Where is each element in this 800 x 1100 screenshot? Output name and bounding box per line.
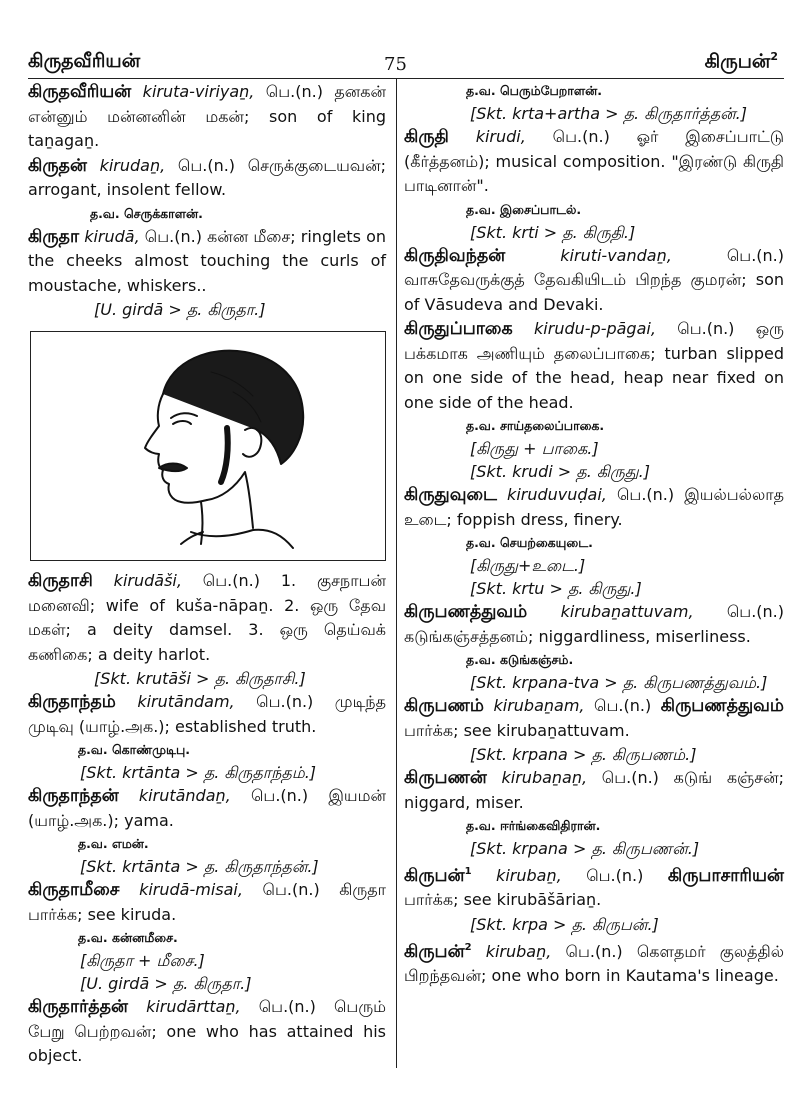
column-divider xyxy=(396,78,397,1068)
etymology-note: [Skt. krpana > த. கிருபணன்.] xyxy=(470,839,700,858)
etymology-note: [கிருதா + மீசை.] xyxy=(80,951,205,970)
entry: கிருபன்$^1$ kirubaṉ, பெ.(n.) கிருபாசாரியன் பார்க்க; see kirubāšāriaṉ. xyxy=(404,865,784,910)
header-rule xyxy=(28,78,784,79)
synonym-note: த.வ. எமன். xyxy=(78,836,149,851)
right-column xyxy=(404,80,784,989)
man-profile-portrait-icon xyxy=(31,332,385,560)
left-column xyxy=(28,80,386,1069)
entry: கிருதாந்தன் kirutāndaṉ, பெ.(n.) இயமன் (யாழ்.அக.); yama. xyxy=(28,786,386,830)
synonym-note: த.வ. செருக்காளன். xyxy=(90,205,203,221)
etymology-note: [Skt. krtu > த. கிருது.] xyxy=(470,579,642,598)
synonym-note: த.வ. கன்னமீசை. xyxy=(78,930,178,945)
entry: கிருதாமீசை kirudā-misai, பெ.(n.) கிருதா பார்க்க; see kiruda. xyxy=(28,880,387,924)
etymology-note: [U. girdā > த. கிருதா.] xyxy=(80,974,252,993)
header-left-word: கிருதவீரியன் xyxy=(28,50,141,72)
synonym-note: த.வ. கடுங்கஞ்சம். xyxy=(466,652,574,667)
entry: கிருபணத்துவம் kirubaṉattuvam, பெ.(n.) கடுங்கஞ்சத்தனம்; niggardliness, miserliness. xyxy=(404,602,784,646)
etymology-note: [Skt. krpana > த. கிருபணம்.] xyxy=(470,745,697,764)
synonym-note: த.வ. சாய்தலைப்பாகை. xyxy=(466,418,605,433)
etymology-note: [U. girdā > த. கிருதா.] xyxy=(94,300,266,319)
page-header xyxy=(0,0,800,78)
synonym-note: த.வ. கொண்முடிபு. xyxy=(78,742,190,757)
entry: கிருதா kirudā, பெ.(n.) கன்ன மீசை; ringlets on the cheeks almost touching the curls of moustache, whiskers.. xyxy=(28,226,387,295)
entry: கிருதாந்தம் kirutāndam, பெ.(n.) முடிந்த முடிவு (யாழ்.அக.); established truth. xyxy=(28,692,386,736)
etymology-note: [Skt. krpana-tva > த. கிருபணத்துவம்.] xyxy=(470,673,768,692)
etymology-note: [Skt. krta+artha > த. கிருதார்த்தன்.] xyxy=(470,104,747,123)
entry: கிருதிவந்தன் kiruti-vandaṉ, பெ.(n.) வாசுதேவருக்குத் தேவகியிடம் பிறந்த குமரன்; son of Vāsudeva and Devaki. xyxy=(404,245,784,314)
synonym-note: த.வ. பெரும்பேறாளன். xyxy=(466,83,602,98)
synonym-note: த.வ. ஈர்ங்கைவிதிரான். xyxy=(466,818,601,833)
page-number: 75 xyxy=(384,54,407,75)
etymology-note: [Skt. krpa > த. கிருபன்.] xyxy=(470,914,659,934)
synonym-note: த.வ. இசைப்பாடல். xyxy=(466,201,582,217)
etymology-note: [Skt. krti > த. கிருதி.] xyxy=(470,222,636,242)
etymology-note: [Skt. krtānta > த. கிருதாந்தம்.] xyxy=(80,763,317,782)
entry: கிருதுப்பாகை kirudu-p-pāgai, பெ.(n.) ஒரு பக்கமாக அணியும் தலைப்பாகை; turban slipped on one side of the head, heap near fixed on one side of the head. xyxy=(404,319,784,412)
etymology-note: [கிருது+உடை.] xyxy=(470,556,586,575)
entry: கிருதவீரியன் kiruta-viriyaṉ, பெ.(n.) தனகன் என்னும் மன்னனின் மகன்; son of king taṉagaṉ. xyxy=(28,82,387,150)
synonym-note: த.வ. செயற்கையுடை. xyxy=(466,535,593,550)
etymology-note: [Skt. krudi > த. கிருது.] xyxy=(470,462,651,481)
header-right-word: கிருபன்$^2$ xyxy=(704,50,778,73)
entry: கிருதன் kirudaṉ, பெ.(n.) செருக்குடையவன்; arrogant, insolent fellow. xyxy=(28,155,386,199)
entry: கிருதுவுடை kiruduvuḍai, பெ.(n.) இயல்பல்லாத உடை; foppish dress, finery. xyxy=(404,485,784,529)
entry: கிருதார்த்தன் kirudārttaṉ, பெ.(n.) பெரும் பேறு பெற்றவன்; one who has attained his object. xyxy=(28,997,387,1065)
etymology-note: [கிருது + பாகை.] xyxy=(470,439,599,458)
entry: கிருபன்$^2$ kirubaṉ, பெ.(n.) கௌதமர் குலத்தில் பிறந்தவன்; one who born in Kautama's lineage. xyxy=(404,941,784,986)
entry: கிருபணன் kirubaṉaṉ, பெ.(n.) கடுங் கஞ்சன்; niggard, miser. xyxy=(404,768,785,812)
portrait-illustration xyxy=(30,331,386,561)
entry: கிருபணம் kirubaṉam, பெ.(n.) கிருபணத்துவம் பார்க்க; see kirubaṉattuvam. xyxy=(404,696,785,740)
etymology-note: [Skt. krutāši > த. கிருதாசி.] xyxy=(94,669,306,688)
entry: கிருதி kirudi, பெ.(n.) ஓர் இசைப்பாட்டு (கீர்த்தனம்); musical composition. "இரண்டு கிருதி பாடினான்". xyxy=(404,127,784,195)
etymology-note: [Skt. krtānta > த. கிருதாந்தன்.] xyxy=(80,857,319,876)
entry: கிருதாசி kirudāši, பெ.(n.) 1. குசநாபன் மனைவி; wife of kuša-nāpaṉ. 2. ஒரு தேவ மகள்; a deity damsel. 3. ஒரு தெய்வக் கணிகை; a deity harlot. xyxy=(28,571,386,664)
